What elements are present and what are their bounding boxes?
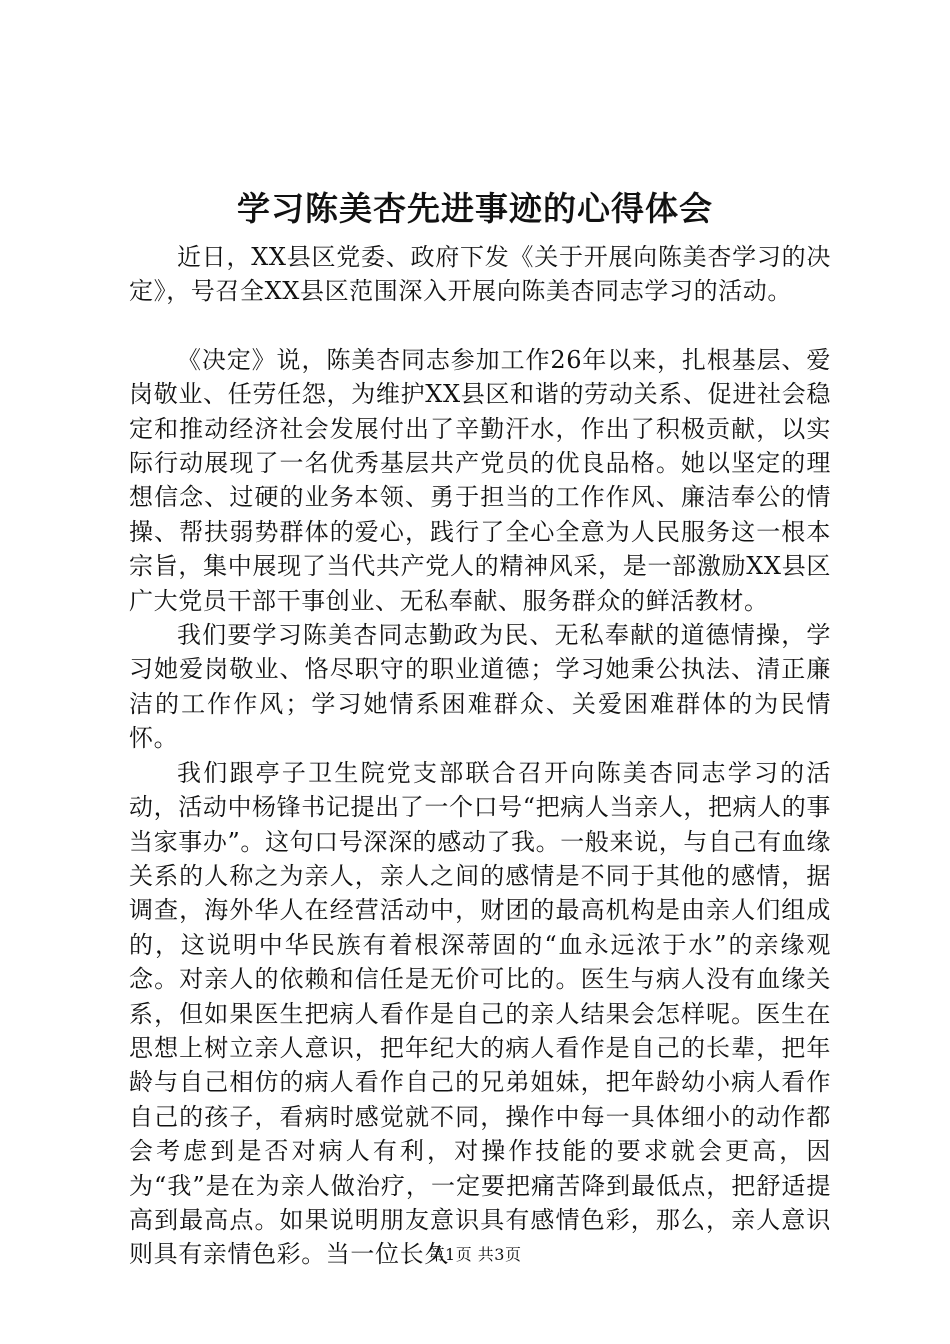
document-title: 学习陈美杏先进事迹的心得体会 xyxy=(237,189,713,228)
paragraph-3: 我们要学习陈美杏同志勤政为民、无私奉献的道德情操，学习她爱岗敬业、恪尽职守的职业道德；学习她秉公执法、清正廉洁的工作作风；学习她情系困难群众、关爱困难群体的为民情怀。 xyxy=(129,621,831,753)
paragraph-1: 近日，XX县区党委、政府下发《关于开展向陈美杏学习的决定》，号召全XX县区范围深入开展向陈美杏同志学习的活动。 xyxy=(129,243,831,306)
paragraph-4: 我们跟亭子卫生院党支部联合召开向陈美杏同志学习的活动，活动中杨锋书记提出了一个口号“把病人当亲人，把病人的事当家事办”。这句口号深深的感动了我。一般来说，与自己有血缘关系的人称之为亲人，亲人之间的感情是不同于其他的感情，据调查，海外华人在经营活动中，财团的最高机构是由亲人们组成的，这说明中华民族有着根深蒂固的“血永远浓于水”的亲缘观念。对亲人的依赖和信任是无价可比的。医生与病人没有血缘关系，但如果医生把病人看作是自己的亲人结果会怎样呢。医生在思想上树立亲人意识，把年纪大的病人看作是自己的长辈，把年龄与自己相仿的病人看作自己的兄弟姐妹，把年龄幼小病人看作自己的孩子，看病时感觉就不同，操作中每一具体细小的动作都会考虑到是否对病人有利，对操作技能的要求就会更高，因为“我”是在为亲人做治疗，一定要把痛苦降到最低点，把舒适提高到最高点。如果说明朋友意识具有感情色彩，那么，亲人意识则具有亲情色彩。当一位长久 xyxy=(129,758,831,1269)
paragraph-2: 《决定》说，陈美杏同志参加工作26年以来，扎根基层、爱岗敬业、任劳任怨，为维护XX县区和谐的劳动关系、促进社会稳定和推动经济社会发展付出了辛勤汗水，作出了积极贡献，以实际行动展现了一名优秀基层共产党员的优良品格。她以坚定的理想信念、过硬的业务本领、勇于担当的工作作风、廉洁奉公的情操、帮扶弱势群体的爱心，践行了全心全意为人民服务这一根本宗旨，集中展现了当代共产党人的精神风采，是一部激励XX县区广大党员干部干事创业、无私奉献、服务群众的鲜活教材。 xyxy=(129,345,831,615)
page-footer: 第1页 共3页 xyxy=(428,1245,522,1264)
document-body xyxy=(129,240,831,1272)
